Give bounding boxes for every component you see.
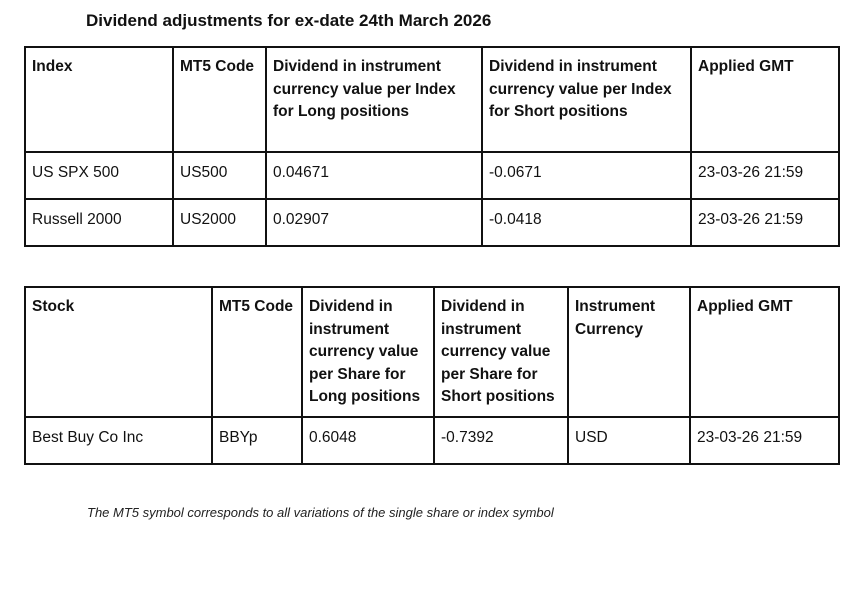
column-header-index: Index — [25, 47, 173, 152]
cell-dividend-long: 0.04671 — [266, 152, 482, 199]
table-row — [25, 199, 839, 246]
cell-mt5-code: BBYp — [212, 417, 302, 464]
cell-mt5-code: US500 — [173, 152, 266, 199]
page-title: Dividend adjustments for ex-date 24th March 2026 — [86, 11, 492, 30]
column-header-dividend-long: Dividend in instrument currency value per Share for Long positions — [302, 287, 434, 417]
table-row — [25, 417, 839, 464]
column-header-mt5-code: MT5 Code — [173, 47, 266, 152]
cell-applied-gmt: 23-03-26 21:59 — [691, 199, 839, 246]
stock-dividend-table — [24, 286, 840, 465]
column-header-dividend-short: Dividend in instrument currency value per Share for Short positions — [434, 287, 568, 417]
cell-applied-gmt: 23-03-26 21:59 — [690, 417, 839, 464]
cell-dividend-short: -0.0671 — [482, 152, 691, 199]
index-dividend-table — [24, 46, 840, 247]
column-header-mt5-code: MT5 Code — [212, 287, 302, 417]
cell-stock-name: Best Buy Co Inc — [25, 417, 212, 464]
column-header-instrument-currency: Instrument Currency — [568, 287, 690, 417]
column-header-applied-gmt: Applied GMT — [690, 287, 839, 417]
table-header-row — [25, 47, 839, 152]
column-header-dividend-long: Dividend in instrument currency value per Index for Long positions — [266, 47, 482, 152]
column-header-applied-gmt: Applied GMT — [691, 47, 839, 152]
cell-dividend-long: 0.6048 — [302, 417, 434, 464]
cell-index-name: Russell 2000 — [25, 199, 173, 246]
cell-dividend-long: 0.02907 — [266, 199, 482, 246]
cell-index-name: US SPX 500 — [25, 152, 173, 199]
table-header-row — [25, 287, 839, 417]
cell-applied-gmt: 23-03-26 21:59 — [691, 152, 839, 199]
cell-dividend-short: -0.0418 — [482, 199, 691, 246]
column-header-stock: Stock — [25, 287, 212, 417]
cell-instrument-currency: USD — [568, 417, 690, 464]
cell-mt5-code: US2000 — [173, 199, 266, 246]
column-header-dividend-short: Dividend in instrument currency value per Index for Short positions — [482, 47, 691, 152]
table-row — [25, 152, 839, 199]
footnote: The MT5 symbol corresponds to all variations of the single share or index symbol — [87, 505, 554, 520]
cell-dividend-short: -0.7392 — [434, 417, 568, 464]
